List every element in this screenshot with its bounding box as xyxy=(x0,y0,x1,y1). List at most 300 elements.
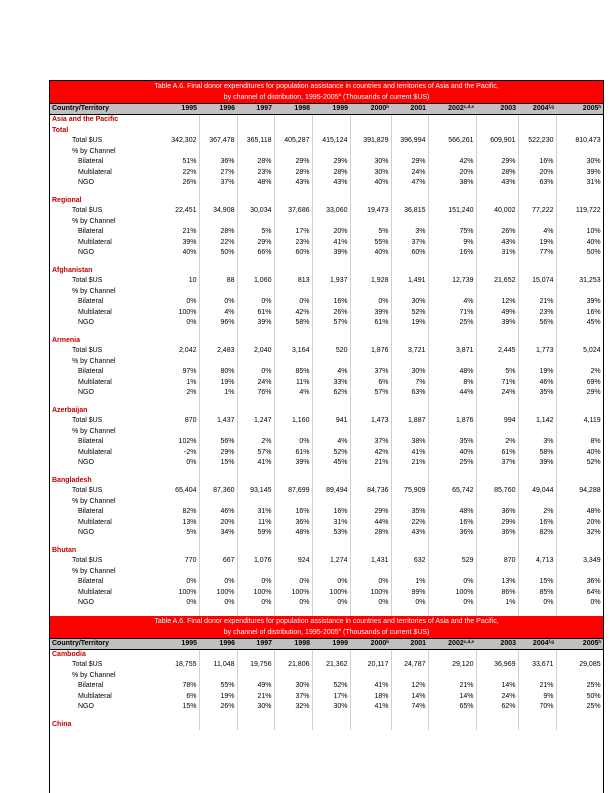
row-label: % by Channel xyxy=(72,217,116,225)
table-cell xyxy=(518,567,556,578)
table-cell xyxy=(350,266,391,277)
table-cell: 2,445 xyxy=(476,346,518,357)
header-year-footnote: h xyxy=(598,638,602,644)
row-label: Multilateral xyxy=(78,308,112,316)
table-cell: 1,431 xyxy=(350,556,391,567)
table-cell xyxy=(556,115,603,126)
table-cell: 29% xyxy=(556,388,603,399)
table-cell: 50% xyxy=(556,248,603,259)
table-cell: 6% xyxy=(350,378,391,389)
table-cell xyxy=(391,476,428,487)
table-cell xyxy=(199,266,237,277)
bilateral-row xyxy=(50,507,603,518)
table-cell: 41% xyxy=(237,458,274,469)
table-cell: 1,491 xyxy=(391,276,428,287)
table-cell: 71% xyxy=(428,308,476,319)
table-cell: 367,478 xyxy=(199,136,237,147)
table-cell: 119,722 xyxy=(556,206,603,217)
table-cell: 43% xyxy=(274,178,312,189)
table-cell: 40% xyxy=(350,178,391,189)
table-cell: 8% xyxy=(556,437,603,448)
table-cell xyxy=(476,266,518,277)
table-cell: 0% xyxy=(274,598,312,609)
row-label: Total $US xyxy=(72,661,103,669)
table-cell xyxy=(391,336,428,347)
table-cell xyxy=(155,357,199,368)
table-cell: 24% xyxy=(476,388,518,399)
table-cell: 24,787 xyxy=(391,660,428,671)
table-cell: 405,287 xyxy=(274,136,312,147)
table-cell: 65,404 xyxy=(155,486,199,497)
row-label: NGO xyxy=(78,459,94,467)
bilateral-row xyxy=(50,157,603,168)
table-cell xyxy=(350,649,391,660)
table-cell: 66% xyxy=(237,248,274,259)
table-cell: 396,994 xyxy=(391,136,428,147)
table-cell: 6% xyxy=(155,692,199,703)
row-label: NGO xyxy=(78,529,94,537)
table-cell xyxy=(199,649,237,660)
header-year-label: 1999 xyxy=(332,639,348,647)
table-cell xyxy=(391,567,428,578)
table-cell: 16% xyxy=(518,157,556,168)
table-cell xyxy=(237,115,274,126)
table-cell xyxy=(476,476,518,487)
table-cell: 25% xyxy=(428,458,476,469)
row-label: Multilateral xyxy=(78,692,112,700)
table-cell: 21,362 xyxy=(312,660,350,671)
table-cell xyxy=(274,427,312,438)
table-cell xyxy=(199,497,237,508)
table-cell: 0% xyxy=(556,598,603,609)
table-cell xyxy=(476,126,518,137)
table-cell xyxy=(237,406,274,417)
table-cell xyxy=(237,567,274,578)
row-label: Multilateral xyxy=(78,238,112,246)
table-cell: -2% xyxy=(155,448,199,459)
table-cell: 30% xyxy=(274,681,312,692)
table-cell: 0% xyxy=(199,297,237,308)
table-cell xyxy=(312,287,350,298)
row-label: Multilateral xyxy=(78,588,112,596)
table-cell: 19% xyxy=(518,238,556,249)
table-cell: 0% xyxy=(391,598,428,609)
table-cell: 4% xyxy=(518,227,556,238)
table-cell: 52% xyxy=(556,458,603,469)
table-cell: 27% xyxy=(199,168,237,179)
header-year-footnote: b xyxy=(386,638,389,644)
table-cell xyxy=(155,546,199,557)
table-cell xyxy=(237,217,274,228)
table-cell: 82% xyxy=(155,507,199,518)
pct-label-row xyxy=(50,357,603,368)
table-cell xyxy=(476,567,518,578)
table-cell: 0% xyxy=(428,598,476,609)
table-cell xyxy=(391,217,428,228)
table-cell: 23% xyxy=(274,238,312,249)
region-separator xyxy=(50,399,603,406)
table-cell xyxy=(274,476,312,487)
region-header xyxy=(50,336,603,347)
table-cell: 1% xyxy=(155,378,199,389)
table-cell: 37% xyxy=(350,367,391,378)
table-cell xyxy=(428,266,476,277)
table-cell: 520 xyxy=(312,346,350,357)
table-cell: 43% xyxy=(391,528,428,539)
table-cell: 33,671 xyxy=(518,660,556,671)
table-cell xyxy=(274,196,312,207)
header-year-footnote: b xyxy=(386,104,389,109)
region-header xyxy=(50,196,603,207)
table-cell xyxy=(350,115,391,126)
table-cell: 9% xyxy=(518,692,556,703)
table-cell: 17% xyxy=(274,227,312,238)
table-cell: 21% xyxy=(155,227,199,238)
pct-label-row xyxy=(50,427,603,438)
subtitle-units: (Thousands of current $US) xyxy=(341,94,430,101)
table-cell: 16% xyxy=(518,518,556,529)
table-cell: 58% xyxy=(518,448,556,459)
multilateral-row xyxy=(50,238,603,249)
table-cell xyxy=(237,357,274,368)
table-cell xyxy=(476,649,518,660)
table-cell: 770 xyxy=(155,556,199,567)
row-label: NGO xyxy=(78,599,94,607)
table-cell: 88 xyxy=(199,276,237,287)
region-header xyxy=(50,546,603,557)
ngo-row xyxy=(50,318,603,329)
table-cell: 57% xyxy=(350,388,391,399)
table-cell: 0% xyxy=(155,598,199,609)
table-cell: 29% xyxy=(312,157,350,168)
header-year xyxy=(556,638,603,649)
table-cell: 522,230 xyxy=(518,136,556,147)
table-cell xyxy=(518,476,556,487)
subtitle-footnote: a xyxy=(338,92,342,97)
table-cell: 20% xyxy=(518,168,556,179)
table-cell xyxy=(199,567,237,578)
table-cell xyxy=(350,671,391,682)
table-cell xyxy=(428,671,476,682)
table-cell: 40% xyxy=(556,448,603,459)
region-name: Regional xyxy=(52,196,82,204)
row-label: Total $US xyxy=(72,137,103,145)
table-cell xyxy=(518,266,556,277)
region-name: Cambodia xyxy=(50,649,155,660)
table-cell: 60% xyxy=(274,248,312,259)
table-cell xyxy=(350,476,391,487)
table-cell: 2,042 xyxy=(155,346,199,357)
table-cell: 16% xyxy=(274,507,312,518)
table-cell: 36% xyxy=(274,518,312,529)
table-cell: 37% xyxy=(476,458,518,469)
table-cell: 0% xyxy=(518,598,556,609)
table-cell: 8% xyxy=(428,378,476,389)
table-cell: 59% xyxy=(237,528,274,539)
table-cell: 28% xyxy=(476,168,518,179)
table-cell: 89,494 xyxy=(312,486,350,497)
total-row xyxy=(50,136,603,147)
header-year-label: 1998 xyxy=(294,105,310,112)
table-cell: 100% xyxy=(428,588,476,599)
pct-label-row xyxy=(50,217,603,228)
header-year-label: 2003 xyxy=(500,105,516,112)
header-year-label: 2005 xyxy=(582,105,599,112)
table-cell: 40,002 xyxy=(476,206,518,217)
table-cell: 16% xyxy=(312,297,350,308)
table-cell xyxy=(237,266,274,277)
table-cell xyxy=(476,336,518,347)
row-label: Total $US xyxy=(72,347,103,355)
header-year-label: 2005 xyxy=(582,639,599,647)
table-cell xyxy=(518,546,556,557)
table-cell: 51% xyxy=(155,157,199,168)
table-cell: 19% xyxy=(199,378,237,389)
table-cell: 37% xyxy=(199,178,237,189)
table-cell: 39% xyxy=(237,318,274,329)
table-cell: 2% xyxy=(556,367,603,378)
header-year xyxy=(428,638,476,649)
table-cell xyxy=(556,336,603,347)
table-cell xyxy=(350,126,391,137)
table-cell: 57% xyxy=(237,448,274,459)
header-year-label: 1999 xyxy=(332,105,348,112)
table-cell: 45% xyxy=(312,458,350,469)
header-year-label: 1995 xyxy=(181,639,197,647)
table-cell xyxy=(312,406,350,417)
table-cell: 1,142 xyxy=(518,416,556,427)
table-cell xyxy=(391,147,428,158)
table-cell xyxy=(350,427,391,438)
table-title-row-1 xyxy=(50,616,603,627)
multilateral-row xyxy=(50,518,603,529)
table-cell xyxy=(428,115,476,126)
table-cell: 41% xyxy=(350,681,391,692)
table-cell: 30% xyxy=(350,168,391,179)
region-separator xyxy=(50,609,603,616)
row-label: Total $US xyxy=(72,557,103,565)
header-year xyxy=(274,104,312,115)
table-cell: 810,473 xyxy=(556,136,603,147)
table-cell: 87,360 xyxy=(199,486,237,497)
table-cell: 0% xyxy=(155,577,199,588)
table-cell: 36% xyxy=(556,577,603,588)
table-cell: 2% xyxy=(476,437,518,448)
table-cell xyxy=(312,427,350,438)
table-cell: 1,876 xyxy=(428,416,476,427)
table-cell: 30% xyxy=(391,297,428,308)
table-title-row-2 xyxy=(50,627,603,639)
row-label: % by Channel xyxy=(72,567,116,575)
table-cell xyxy=(199,476,237,487)
header-year-label: 2002 xyxy=(448,105,464,112)
table-cell: 1,928 xyxy=(350,276,391,287)
ngo-row xyxy=(50,702,603,713)
table-cell: 28% xyxy=(350,528,391,539)
header-year xyxy=(391,104,428,115)
header-year xyxy=(312,104,350,115)
table-cell: 39% xyxy=(556,168,603,179)
table-cell: 53% xyxy=(312,528,350,539)
table-cell xyxy=(556,406,603,417)
row-label: % by Channel xyxy=(72,147,116,155)
table-cell: 35% xyxy=(391,507,428,518)
table-cell xyxy=(391,406,428,417)
table-cell xyxy=(518,427,556,438)
region-separator xyxy=(50,189,603,196)
table-cell: 5% xyxy=(155,528,199,539)
header-year-footnote: c,d,e xyxy=(463,638,474,644)
bilateral-row xyxy=(50,227,603,238)
table-cell: 20,117 xyxy=(350,660,391,671)
table-cell: 42% xyxy=(350,448,391,459)
table-cell: 102% xyxy=(155,437,199,448)
table-cell: 2,483 xyxy=(199,346,237,357)
table-cell: 42% xyxy=(428,157,476,168)
table-cell xyxy=(391,126,428,137)
table-cell: 4% xyxy=(312,437,350,448)
table-cell: 31,253 xyxy=(556,276,603,287)
table-cell xyxy=(155,287,199,298)
table-cell: 65% xyxy=(428,702,476,713)
table-cell xyxy=(350,147,391,158)
table-subtitle xyxy=(50,92,603,104)
table-cell xyxy=(237,476,274,487)
table-cell xyxy=(428,336,476,347)
table-cell xyxy=(556,567,603,578)
region-header xyxy=(50,649,603,660)
table-cell: 24% xyxy=(391,168,428,179)
table-cell: 15,074 xyxy=(518,276,556,287)
table-cell: 41% xyxy=(391,448,428,459)
table-cell: 39% xyxy=(155,238,199,249)
subtitle-text: by channel of distribution, 1995-2005 xyxy=(223,94,339,101)
table-cell: 16% xyxy=(428,248,476,259)
total-row xyxy=(50,416,603,427)
table-title-row-1 xyxy=(50,81,603,92)
table-cell: 46% xyxy=(199,507,237,518)
table-cell xyxy=(274,217,312,228)
table-cell: 50% xyxy=(556,692,603,703)
region-name-cont: Total xyxy=(52,126,69,134)
table-cell: 63% xyxy=(391,388,428,399)
table-cell: 52% xyxy=(312,448,350,459)
table-cell: 21% xyxy=(428,681,476,692)
table-cell: 15% xyxy=(155,702,199,713)
header-year-label: 1998 xyxy=(294,639,310,647)
row-label: Bilateral xyxy=(78,298,104,306)
table-cell: 52% xyxy=(312,681,350,692)
table-cell xyxy=(556,126,603,137)
table-cell: 11% xyxy=(274,378,312,389)
header-year-label: 2002 xyxy=(448,639,464,647)
table-cell: 5% xyxy=(476,367,518,378)
header-year-label: 2001 xyxy=(410,105,426,112)
table-cell: 100% xyxy=(237,588,274,599)
table-cell xyxy=(428,217,476,228)
table-cell xyxy=(556,649,603,660)
header-year-footnote: f,g xyxy=(548,104,554,109)
row-label: Total $US xyxy=(72,487,103,495)
table-cell xyxy=(556,147,603,158)
table-cell: 1,160 xyxy=(274,416,312,427)
table-cell: 0% xyxy=(312,598,350,609)
region-header xyxy=(50,720,603,731)
table-cell: 2,040 xyxy=(237,346,274,357)
table-cell: 96% xyxy=(199,318,237,329)
table-cell: 43% xyxy=(476,238,518,249)
table-cell xyxy=(350,546,391,557)
region-name: Afghanistan xyxy=(52,266,93,274)
table-cell xyxy=(391,357,428,368)
table-title-row-2 xyxy=(50,92,603,104)
table-cell: 21% xyxy=(518,297,556,308)
table-cell: 21% xyxy=(391,458,428,469)
table-cell: 0% xyxy=(274,297,312,308)
table-cell: 5% xyxy=(350,227,391,238)
table-cell xyxy=(199,357,237,368)
table-cell: 100% xyxy=(155,308,199,319)
multilateral-row xyxy=(50,448,603,459)
row-label: Multilateral xyxy=(78,448,112,456)
table-cell: 5,024 xyxy=(556,346,603,357)
table-cell: 4% xyxy=(274,388,312,399)
table-cell: 12,739 xyxy=(428,276,476,287)
table-cell: 18% xyxy=(350,692,391,703)
table-cell: 30% xyxy=(312,702,350,713)
table-cell: 61% xyxy=(350,318,391,329)
table-cell: 100% xyxy=(312,588,350,599)
table-cell xyxy=(155,649,199,660)
table-cell: 0% xyxy=(155,458,199,469)
table-cell xyxy=(312,476,350,487)
table-cell xyxy=(155,497,199,508)
table-cell: 19,473 xyxy=(350,206,391,217)
table-cell xyxy=(556,497,603,508)
table-cell: 30% xyxy=(350,157,391,168)
region-name: China xyxy=(52,720,72,728)
table-cell xyxy=(518,287,556,298)
table-cell: 17% xyxy=(312,692,350,703)
table-cell: 12% xyxy=(476,297,518,308)
table-cell: 1,076 xyxy=(237,556,274,567)
header-year-label: 1996 xyxy=(219,105,235,112)
row-label: Total $US xyxy=(72,207,103,215)
table-cell: 32% xyxy=(556,528,603,539)
table-cell xyxy=(476,406,518,417)
table-cell xyxy=(155,115,199,126)
pct-label-row xyxy=(50,671,603,682)
table-cell: 11% xyxy=(237,518,274,529)
table-cell xyxy=(155,196,199,207)
bilateral-row xyxy=(50,297,603,308)
table-cell: 48% xyxy=(237,178,274,189)
row-label: Bilateral xyxy=(78,508,104,516)
table-cell: 3,349 xyxy=(556,556,603,567)
multilateral-row xyxy=(50,588,603,599)
row-label: Multilateral xyxy=(78,168,112,176)
table-cell: 1,274 xyxy=(312,556,350,567)
table-cell: 529 xyxy=(428,556,476,567)
table-cell xyxy=(199,336,237,347)
table-cell: 1,060 xyxy=(237,276,274,287)
table-cell: 31% xyxy=(556,178,603,189)
row-label: Bilateral xyxy=(78,682,104,690)
table-cell: 3% xyxy=(391,227,428,238)
table-cell: 0% xyxy=(428,577,476,588)
row-label: % by Channel xyxy=(72,497,116,505)
table-cell: 20% xyxy=(428,168,476,179)
